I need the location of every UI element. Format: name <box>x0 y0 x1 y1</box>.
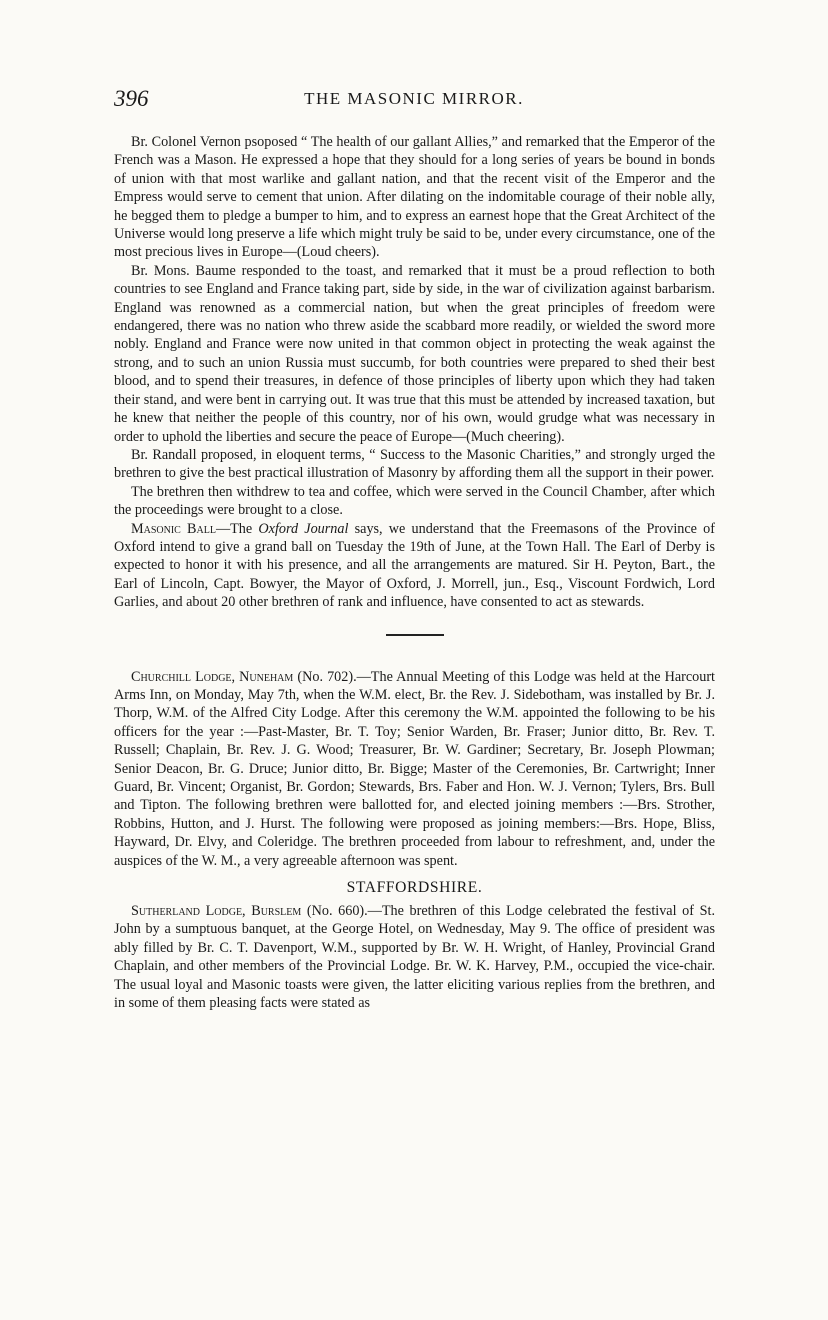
masonic-ball-dash: —The <box>215 520 259 537</box>
paragraph-baume-response: Br. Mons. Baume responded to the toast, and remarked that it must be a proud reflection to both countries to see England and France taking part, side by side, in the war of civilization against barbarism. England was renowned as a commercial nation, but when the great principles of freedom were endangered, there was no nation who threw aside the scabbard more readily, or wielded the sword more nobly. England and France were now united in that common object in protecting the weak against the strong, and to such an union Russia must succumb, for both countries were prepared to shed their best blood, and to spend their treasures, in defence of those principles of liberty upon which they had taken their stand, and were bent in carrying out. It was true that this must be attended by increased taxation, but he knew that neither the people of this country, nor of his own, would grudge what was necessary in order to uphold the liberties and secure the peace of Europe—(Much cheering). <box>114 262 715 445</box>
paragraph-tea-and-coffee: The brethren then withdrew to tea and coffee, which were served in the Council Chamber, after which the proceedings were brought to a close. <box>114 483 715 519</box>
churchill-lodge-lead: Churchill Lodge, Nuneham <box>131 668 294 685</box>
paragraph-masonic-ball <box>114 520 715 612</box>
section-divider-rule <box>386 634 444 636</box>
churchill-lodge-text: (No. 702).—The Annual Meeting of this Lodge was held at the Harcourt Arms Inn, on Monday, May 7th, when the W.M. elect, Br. the Rev. J. Sidebotham, was installed by Br. J. Thorp, W.M. of the Alfred City Lodge. After this ceremony the W.M. appointed the following to be his officers for the year :—Past-Master, Br. T. Toy; Senior Warden, Br. Fraser; Junior ditto, Br. Rev. T. Russell; Chaplain, Br. Rev. J. G. Wood; Treasurer, Br. W. Gardiner; Secretary, Br. Joseph Plowman; Senior Deacon, Br. G. Druce; Junior ditto, Br. Bigge; Master of the Ceremonies, Br. Cartwright; Inner Guard, Br. Vincent; Organist, Br. Gordon; Stewards, Brs. Faber and Hon. W. J. Vernon; Tylers, Brs. Bull and Tipton. The following brethren were ballotted for, and elected joining members :—Brs. Strother, Robbins, Hutton, and J. Hurst. The following were proposed as joining members:—Brs. Hope, Bliss, Hayward, Dr. Elvy, and Coleridge. The brethren proceeded from labour to refreshment, and, under the auspices of the W. M., a very agreeable afternoon was spent. <box>114 668 715 869</box>
page-number: 396 <box>114 86 149 111</box>
section-heading-staffordshire: STAFFORDSHIRE. <box>346 879 483 897</box>
paragraph-churchill-lodge <box>114 668 715 870</box>
running-title: THE MASONIC MIRROR. <box>304 89 524 108</box>
article-body <box>114 133 715 1012</box>
sutherland-lodge-text: (No. 660).—The brethren of this Lodge celebrated the festival of St. John by a sumptuous banquet, at the George Hotel, on Wednesday, May 9. The office of president was ably filled by Br. C. T. Davenport, W.M., supported by Br. W. H. Wright, of Hanley, Provincial Grand Chaplain, and other members of the Provincial Lodge. Br. W. K. Harvey, P.M., occupied the vice-chair. The usual loyal and Masonic toasts were given, the latter eliciting various replies from the brethren, and in some of them pleasing facts were stated as <box>114 903 715 1012</box>
paragraph-sutherland-lodge <box>114 902 715 1012</box>
masonic-ball-lead: Masonic Ball <box>131 520 216 537</box>
sutherland-lodge-lead: Sutherland Lodge, Burslem <box>131 903 302 920</box>
page-header <box>114 86 714 116</box>
oxford-journal-title: Oxford Journal <box>258 520 349 537</box>
masonic-ball-text: says, we understand that the Freemasons of the Province of Oxford intend to give a grand ball on Tuesday the 19th of June, at the Town Hall. The Earl of Derby is expected to honor it with his presence, and all the arrangements are matured. Sir H. Peyton, Bart., the Earl of Lincoln, Capt. Bowyer, the Mayor of Oxford, J. Morrell, jun., Esq., Viscount Fordwich, Lord Garlies, and about 20 other brethren of rank and influence, have consented to act as stewards. <box>114 520 715 611</box>
paragraph-randall-toast: Br. Randall proposed, in eloquent terms, “ Success to the Masonic Charities,” and strongly urged the brethren to give the best practical illustration of Masonry by affording them all the support in their power. <box>114 446 715 482</box>
paragraph-vernon-toast: Br. Colonel Vernon psoposed “ The health of our gallant Allies,” and remarked that the Emperor of the French was a Mason. He expressed a hope that they should for a long series of years be bound in bonds of union with that most warlike and gallant nation, and that the recent visit of the Emperor and the Empress would serve to cement that union. After dilating on the indomitable courage of their noble ally, he begged them to pledge a bumper to him, and to express an earnest hope that the Great Architect of the Universe would long preserve a life which might truly be said to be, under every circumstance, one of the most precious lives in Europe—(Loud cheers). <box>114 134 715 261</box>
